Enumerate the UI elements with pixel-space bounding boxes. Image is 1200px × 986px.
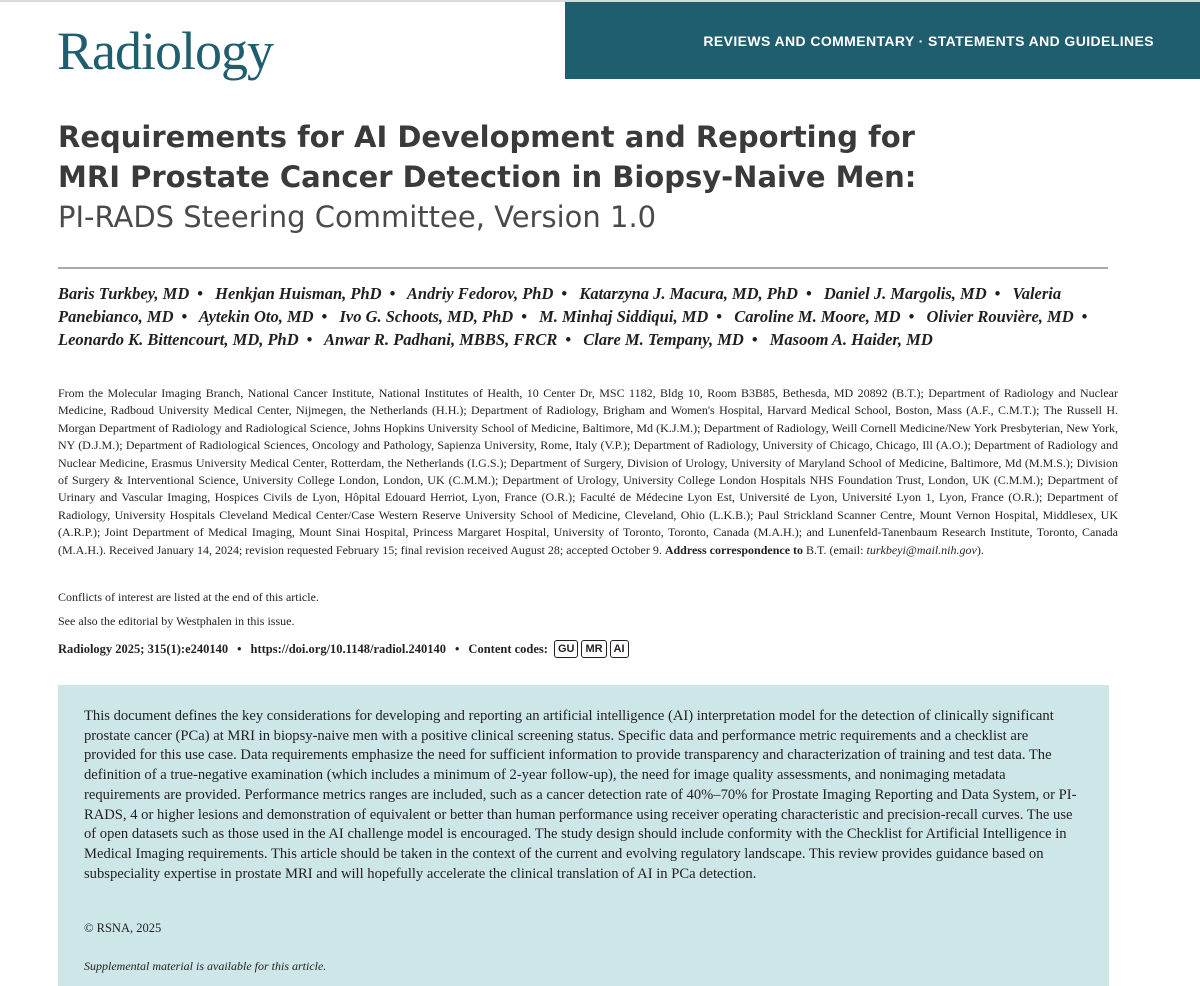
author-name: Andriy Fedorov, PhD: [406, 284, 554, 303]
author-name: Daniel J. Margolis, MD: [823, 284, 987, 303]
author-separator: •: [389, 284, 396, 303]
author-separator: •: [751, 330, 758, 349]
author-separator: •: [181, 307, 188, 326]
title-line-2: MRI Prostate Cancer Detection in Biopsy-Naive Men:: [58, 160, 917, 194]
author-separator: •: [306, 330, 313, 349]
title-divider: [58, 267, 1108, 269]
citation-ref: Radiology 2025; 315(1):e240140: [58, 641, 229, 656]
content-code-gu: GU: [554, 640, 579, 658]
author-name: Baris Turkbey, MD: [58, 284, 190, 303]
doi-link[interactable]: https://doi.org/10.1148/radiol.240140: [250, 641, 447, 656]
affiliations: [58, 385, 1118, 559]
abstract-text: This document defines the key considerations for developing and reporting an artificial intelligence (AI) interpretation model for the detection of clinically significant prostate cancer (PCa) at MRI in biopsy-naive men with a positive clinical screening status. Specific data and performance metric requirements and a checklist are provided for this use case. Data requirements emphasize the need for sufficient information to provide transparency and characterization of training and test data. The definition of a true-negative examination (which includes a minimum of 2-year follow-up), the need for image quality assessments, and nonimaging metadata requirements are provided. Performance metrics ranges are included, such as a cancer detection rate of 40%–70% for Prostate Imaging Reporting and Data System, or PI-RADS, 4 or higher lesions and demonstration of equivalent or better than human performance using receiver operating characteristic and precision-recall curves. The use of open datasets such as those used in the AI challenge model is encouraged. The study design should include conformity with the Checklist for Artificial Intelligence in Medical Imaging requirements. This article should be taken in the context of the current and evolving regulatory landscape. This review provides guidance based on subspeciality expertise in prostate MRI and will hopefully accelerate the clinical translation of AI in PCa detection.: [84, 708, 1077, 882]
citation-bullet: •: [237, 641, 242, 656]
section-banner: [565, 2, 1200, 79]
title-subtitle: PI-RADS Steering Committee, Version 1.0: [58, 200, 657, 234]
editorial-note: See also the editorial by Westphalen in this issue.: [58, 614, 295, 628]
author-separator: •: [716, 307, 723, 326]
citation-bullet: •: [455, 641, 460, 656]
content-code-ai: AI: [610, 640, 629, 658]
content-code-mr: MR: [581, 640, 606, 658]
author-name: Clare M. Tempany, MD: [583, 330, 744, 349]
author-separator: •: [805, 284, 812, 303]
author-separator: •: [994, 284, 1001, 303]
author-name: Anwar R. Padhani, MBBS, FRCR: [323, 330, 558, 349]
correspondence-label: Address correspondence to: [664, 542, 804, 557]
correspondence-email[interactable]: turkbeyi@mail.nih.gov: [866, 542, 977, 557]
author-name: M. Minhaj Siddiqui, MD: [539, 307, 709, 326]
article-title: [58, 117, 1138, 237]
author-separator: •: [1081, 307, 1088, 326]
title-line-1: Requirements for AI Development and Reporting for: [58, 120, 915, 154]
journal-logo: Radiology: [57, 21, 273, 81]
author-separator: •: [561, 284, 568, 303]
author-name: Aytekin Oto, MD: [198, 307, 314, 326]
correspondence-text: B.T. (email:: [803, 542, 867, 557]
abstract-box: [58, 685, 1109, 986]
author-separator: •: [321, 307, 328, 326]
author-name: Caroline M. Moore, MD: [734, 307, 901, 326]
author-separator: •: [908, 307, 915, 326]
author-separator: •: [197, 284, 204, 303]
conflicts-note: Conflicts of interest are listed at the end of this article.: [58, 590, 319, 604]
author-name: Masoom A. Haider, MD: [769, 330, 933, 349]
author-separator: •: [521, 307, 527, 326]
content-codes-label: Content codes:: [468, 641, 548, 656]
supplemental-note: Supplemental material is available for this article.: [84, 959, 327, 973]
author-name: Katarzyna J. Macura, MD, PhD: [579, 284, 798, 303]
section-label: REVIEWS AND COMMENTARY · STATEMENTS AND GUIDELINES: [703, 32, 1154, 49]
copyright-note: © RSNA, 2025: [84, 921, 162, 935]
author-name: Henkjan Huisman, PhD: [215, 284, 382, 303]
author-name: Olivier Rouvière, MD: [926, 307, 1074, 326]
author-name: Valeria Panebianco, MD: [58, 284, 1062, 326]
author-list: [58, 282, 1128, 351]
author-separator: •: [565, 330, 572, 349]
author-name: Leonardo K. Bittencourt, MD, PhD: [58, 330, 299, 349]
citation-line: [58, 640, 629, 658]
correspondence-close: ).: [976, 542, 984, 557]
affiliations-text: From the Molecular Imaging Branch, National Cancer Institute, National Institutes of Health, 10 Center Dr, MSC 1182, Bldg 10, Room B3B85, Bethesda, MD 20892 (B.T.); Department of Radiology and Nuclear Medicine, Radboud University Medical Center, Nijmegen, the Netherlands (H.H.); Department of Radiology, Brigham and Women's Hospital, Harvard Medical School, Boston, Mass (A.F., C.M.T.); The Russell H. Morgan Department of Radiology and Radiological Science, Johns Hopkins University School of Medicine, Baltimore, Md (K.J.M.); Department of Radiology, Weill Cornell Medicine/New York Presbyterian, New York, NY (D.J.M.); Department of Radiological Sciences, Oncology and Pathology, Sapienza University, Rome, Italy (V.P.); Department of Radiology, University of Chicago, Chicago, Ill (A.O.); Department of Radiology and Nuclear Medicine, Erasmus University Medical Center, Rotterdam, the Netherlands (I.G.S.); Department of Surgery, Division of Urology, University of Maryland School of Medicine, Baltimore, Md (M.M.S.); Division of Surgery & Interventional Science, University College London, London, UK (C.M.M.); Department of Urology, University College London Hospitals NHS Foundation Trust, London, UK (C.M.M.); Department of Urinary and Vascular Imaging, Hospices Civils de Lyon, Hôpital Edouard Herriot, Lyon, France (O.R.); Faculté de Médecine Lyon Est, Université de Lyon, Université Lyon 1, Lyon, France (O.R.); Department of Radiology, University Hospitals Cleveland Medical Center/Case Western Reserve University School of Medicine, Cleveland, Ohio (L.K.B.); Paul Strickland Scanner Centre, Mount Vernon Hospital, Middlesex, UK (A.R.P.); Joint Department of Medical Imaging, Mount Sinai Hospital, Princess Margaret Hospital, University of Toronto, Toronto, Canada (M.A.H.); and Lunenfeld-Tanenbaum Research Institute, Toronto, Canada (M.A.H.). Received January 14, 2024; revision requested February 15; final revision received August 28; accepted October 9.: [58, 386, 1118, 557]
author-name: Ivo G. Schoots, MD, PhD: [339, 307, 514, 326]
